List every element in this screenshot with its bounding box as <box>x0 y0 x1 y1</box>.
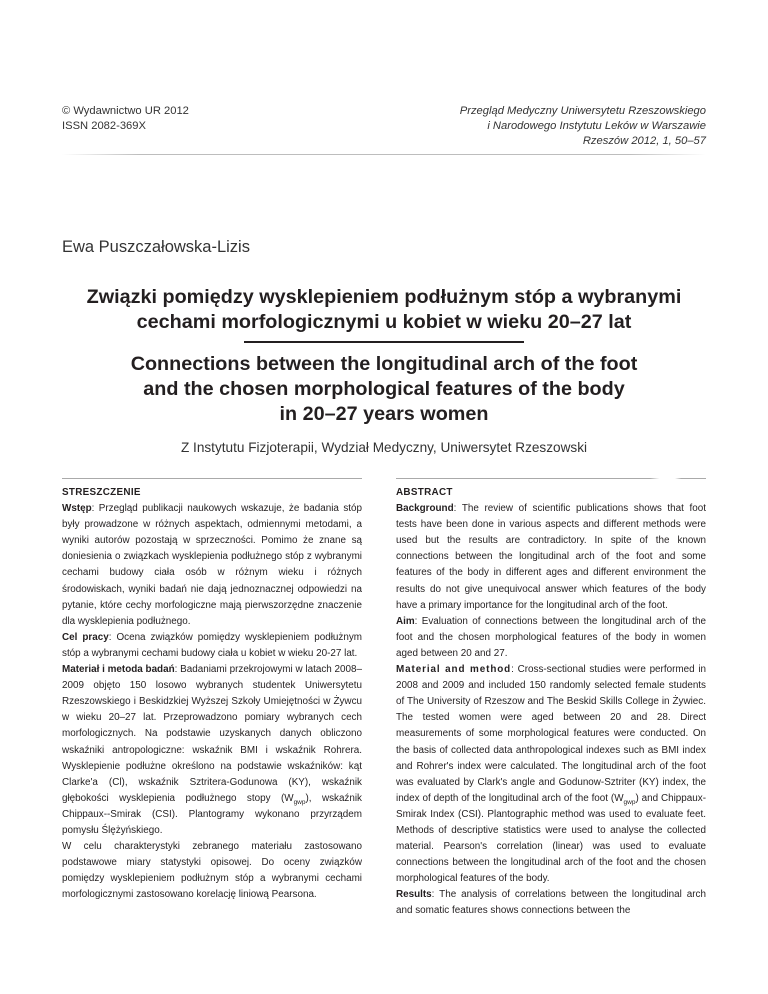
title-english-line-1: Connections between the longitudinal arch of the foot <box>130 353 638 375</box>
issn-line: ISSN 2082-369X <box>62 120 146 132</box>
material-label-en: Material and method <box>396 664 512 676</box>
background-text: : The review of scientific publications shows that foot tests have been done in various aspects and different methods were used but the results are contradictory. In spite of the known connections between the longitudinal arch of the foot and some features of the body in different ages and different environment the results do not give unequivocal answer which features of the body have a primary importance for the longitudinal arch of the foot. <box>396 503 706 611</box>
author-name: Ewa Puszczałowska-Lizis <box>62 238 250 256</box>
journal-issue-line: Rzeszów 2012, 1, 50–57 <box>582 135 706 147</box>
title-polish-line-2: cechami morfologicznymi u kobiet w wieku 20–27 lat <box>136 311 632 333</box>
title-polish-line-1: Związki pomiędzy wysklepieniem podłużnym stóp a wybranymi <box>86 286 682 308</box>
material-text-en-1: : Cross-sectional studies were performed in 2008 and 2009 and included 150 randomly selected female students of The University of Rzeszow and The Beskid Skills College in Żywiec. The tested women were aged between 20 and 28. Direct measurements of some morphological features were conducted. On the basis of collected data anthropological indexes such as BMI index and Rohrer's index were calculated. The longitudinal arch of the foot was evaluated by Clark's angle and Godunow-Sztriter (KY) index, the index of depth of the longitudinal arch of the foot (W <box>396 664 706 804</box>
cel-label: Cel pracy <box>62 631 109 643</box>
material-text-pl-2: ), wskaźnik Chippaux--Smirak (CSI). Plantogramy wykonano przyrządem pomysłu Ślężyńskiego. <box>62 792 362 836</box>
wstep-paragraph <box>62 501 362 630</box>
material-label-pl: Materiał i metoda badań <box>62 664 175 676</box>
abstract-heading: ABSTRACT <box>396 487 453 498</box>
cel-text: : Ocena związków pomiędzy wysklepieniem podłużnym stóp a wybranymi cechami budowy ciała u kobiet w wieku 20-27 lat. <box>62 631 362 659</box>
right-column-rule <box>396 478 706 479</box>
material-text-pl-1: : Badaniami przekrojowymi w latach 2008–2009 objęto 150 losowo wybranych studentek Uniwersytetu Rzeszowskiego i Beskidzkiej Wyższej Szkoły Umiejętności w Żywcu w wieku 20–27 lat. Przeprowadzono pomiary wybranych cech morfologicznych. Na podstawie uzyskanych danych obliczono wskaźniki antropologiczne: wskaźnik BMI i wskaźnik Rohrera. Wysklepienie podłużne określono na podstawie wskaźników: kąt Clarke'a (Cl), wskaźnik Sztritera-Godunowa (KY), wskaźnik głębokości wysklepienia podłużnego stopy (W <box>62 664 362 804</box>
streszczenie-column <box>62 485 362 903</box>
title-polish <box>62 285 706 335</box>
title-english-line-2: and the chosen morphological features of the body <box>143 378 625 400</box>
background-paragraph <box>396 501 706 614</box>
statistics-paragraph-pl: W celu charakterystyki zebranego materiału zastosowano podstawowe miary statystyki opisowej. Do oceny związków pomiędzy wysklepieniem podłużnym stóp a wybranymi cechami morfologicznymi zastosowano korelację liniową Pearsona. <box>62 841 362 901</box>
material-subscript-pl: gwp <box>293 798 306 806</box>
title-divider <box>244 341 524 343</box>
title-english-line-3: in 20–27 years women <box>279 403 489 425</box>
results-label: Results <box>396 889 432 901</box>
material-paragraph-pl <box>62 662 362 839</box>
journal-name-line-2: i Narodowego Instytutu Leków w Warszawie <box>487 120 706 132</box>
copyright-line: © Wydawnictwo UR 2012 <box>62 105 189 117</box>
journal-name-line-1: Przegląd Medyczny Uniwersytetu Rzeszowskiego <box>459 105 706 117</box>
journal-copyright-block <box>62 104 189 134</box>
wstep-label: Wstęp <box>62 503 92 515</box>
streszczenie-heading: STRESZCZENIE <box>62 487 141 498</box>
header-divider <box>62 154 706 155</box>
aim-paragraph <box>396 614 706 662</box>
affiliation: Z Instytutu Fizjoterapii, Wydział Medyczny, Uniwersytet Rzeszowski <box>180 440 588 455</box>
title-english <box>62 352 706 427</box>
material-text-en-2: ) and Chippaux-Smirak Index (CSI). Plantographic method was used to evaluate feet. Methods of descriptive statistics were used to analyse the collected material. Pearson's correlation (linear) was used to evaluate connections between the longitudinal arch of the foot and the chosen morphological features of the body. <box>396 792 707 885</box>
journal-citation-block <box>460 104 706 149</box>
material-paragraph-en <box>396 662 706 887</box>
results-text: : The analysis of correlations between the longitudinal arch and somatic features shows connections between the <box>396 889 706 917</box>
aim-text: : Evaluation of connections between the longitudinal arch of the foot and the chosen morphological features of the body in women aged between 20 and 27. <box>396 615 706 659</box>
wstep-text: : Przegląd publikacji naukowych wskazuje, że badania stóp były prowadzone w różnych aspektach, odmiennymi metodami, a wyniki autorów pozostają w sprzeczności. Pomimo że znane są doniesienia o związkach wysklepienia podłużnego stóp z wybranymi cechami budowy ciała osób w różnym wieku i różnych środowiskach, wyniki badań nie dają jednoznacznej odpowiedzi na pytanie, które cechy morfologiczne mają pierwszorzędne znaczenie dla wysklepienia podłużnego. <box>62 503 362 627</box>
results-paragraph <box>396 887 706 919</box>
left-column-rule <box>62 478 362 479</box>
abstract-column <box>396 485 706 920</box>
material-subscript-en: gwp <box>623 798 636 806</box>
aim-label: Aim <box>396 615 415 627</box>
background-label: Background <box>396 503 454 515</box>
cel-paragraph <box>62 630 362 662</box>
